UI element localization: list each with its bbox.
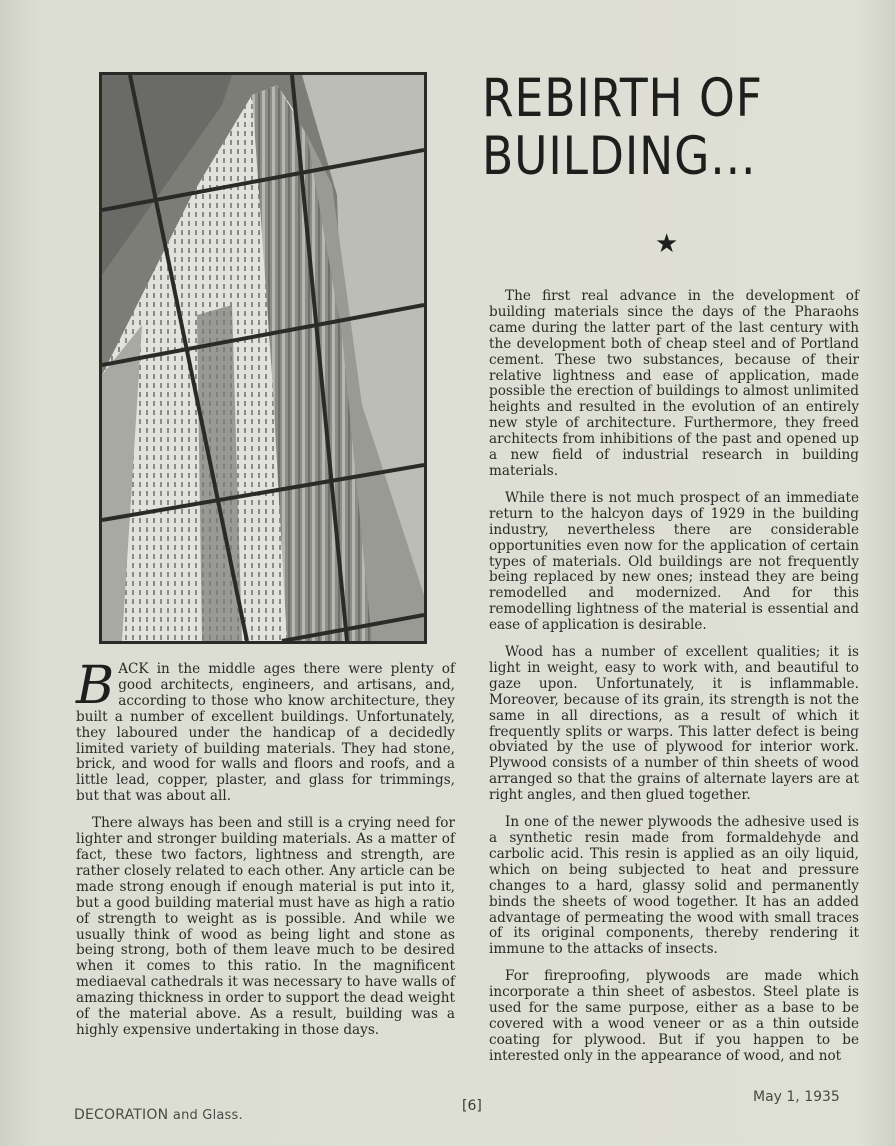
left-column [76, 656, 455, 1050]
paragraph: In one of the newer plywoods the adhesive used is a synthetic resin made from formaldehyde and carbolic acid. This resin is applied as an oily liquid, which on being subjected to heat and pressure changes to a hard, glassy solid and permanently binds the sheets of wood together. It has an added advantage of permeating the wood with small traces of its original components, thereby rendering it immune to the attacks of insects. [489, 814, 859, 958]
title-line-1: REBIRTH OF [482, 68, 763, 129]
drop-cap: B [76, 656, 115, 716]
right-column [489, 289, 859, 1076]
publication-name [74, 1107, 243, 1123]
publication-main: DECORATION [74, 1107, 169, 1123]
publication-rest: and Glass. [172, 1108, 243, 1123]
title-line-2: BUILDING... [482, 126, 757, 187]
issue-date: May 1, 1935 [753, 1089, 840, 1105]
paragraph: Wood has a number of excellent qualities; it is light in weight, easy to work with, and beautiful to gaze upon. Unfortunately, it is inflammable. Moreover, because of its grain, its strength is not the same in all directions, as a result of which it frequently splits or warps. This latter defect is being obviated by the use of plywood for interior work. Plywood consists of a number of thin sheets of wood arranged so that the grains of alternate layers are at right angles, and then glued together. [489, 644, 859, 804]
page-number: [6] [462, 1098, 482, 1114]
skyscraper-photo [99, 72, 427, 644]
star-ornament-icon: ★ [655, 229, 679, 259]
paragraph: The first real advance in the development of building materials since the days of the Pharaohs came during the latter part of the last century with the development both of cheap steel and of Portland cement. These two substances, because of their relative lightness and ease of application, made possible the erection of buildings to almost unlimited heights and resulted in the evolution of an entirely new style of architecture. Furthermore, they freed architects from inhibitions of the past and opened up a new field of industrial research in building materials. [489, 288, 859, 479]
photo-illustration [102, 75, 424, 641]
paragraph: While there is not much prospect of an immediate return to the halcyon days of 1929 in the building industry, nevertheless there are considerable opportunities even now for the application of certain types of materials. Old buildings are not frequently being replaced by new ones; instead they are being remodelled and modernized. And for this remodelling lightness of the material is essential and ease of application is desirable. [489, 489, 859, 634]
opening-paragraph [76, 656, 455, 805]
paragraph: For fireproofing, plywoods are made which incorporate a thin sheet of asbestos. Steel plate is used for the same purpose, either as a base to be covered with a wood veneer or as a thin outside coating for plywood. But if you happen to be interested only in the appearance of wood, and not [489, 968, 859, 1064]
paragraph-text: ACK in the middle ages there were plenty of good architects, engineers, and artisans, and, according to those who know architecture, they built a number of excellent buildings. Unfortunately, they laboured under the handicap of a decidedly limited variety of building materials. They had stone, brick, and wood for walls and floors and roofs, and a little lead, copper, plaster, and glass for trimmings, but that was about all. [76, 661, 455, 805]
paragraph: There always has been and still is a crying need for lighter and stronger building materials. As a matter of fact, these two factors, lightness and strength, are rather closely related to each other. Any article can be made strong enough if enough material is put into it, but a good building material must have as high a ratio of strength to weight as is possible. And while we usually think of wood as being light and stone as being strong, both of them leave much to be desired when it comes to this ratio. In the magnificent mediaeval cathedrals it was necessary to have walls of amazing thickness in order to support the dead weight of the material above. As a result, building was a highly expensive undertaking in those days. [76, 815, 455, 1038]
